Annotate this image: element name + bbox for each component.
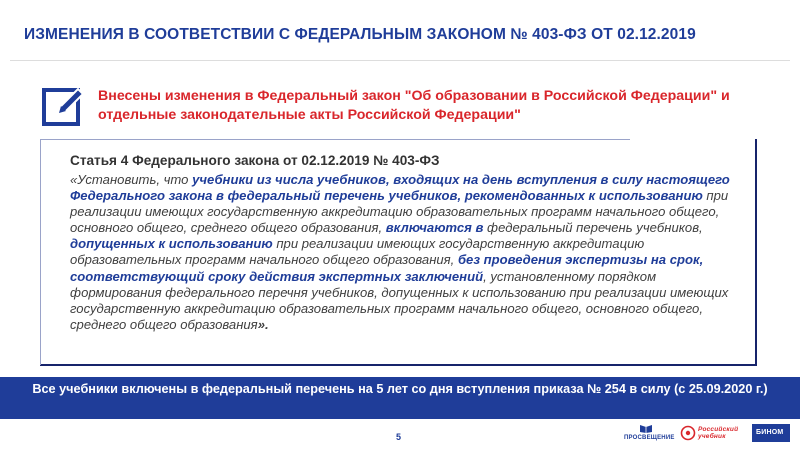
quote-frame-top (40, 139, 630, 140)
binom-logo (752, 423, 790, 445)
info-banner (0, 377, 800, 419)
prosveshchenie-logo (624, 423, 675, 445)
article-title: Статья 4 Федерального закона от 02.12.2019 № 403-ФЗ (70, 153, 440, 168)
quote-text: «Установить, что (70, 172, 193, 187)
page-title: ИЗМЕНЕНИЯ В СООТВЕТСТВИИ С ФЕДЕРАЛЬНЫМ ЗАКОНОМ № 403-ФЗ ОТ 02.12.2019 (24, 26, 696, 43)
edit-icon (42, 84, 86, 128)
quote-text: федеральный перечень учебников, (483, 220, 703, 236)
logo-text: БИНОМ (756, 429, 784, 436)
intro-text: Внесены изменения в Федеральный закон "Об образовании в Российской Федерации" и отдельные законодательные акты Российской Федерации" (98, 88, 730, 123)
flower-icon (680, 425, 696, 441)
page-number: 5 (396, 432, 402, 442)
quote-emphasis: допущенных к использованию (70, 236, 273, 252)
quote-closing: ». (257, 316, 269, 332)
logo-text: Российский учебник (698, 426, 739, 440)
quote-text: при реализации имеющих государственную аккредитацию образовательных программ начального общего образования, (70, 236, 645, 268)
quote-frame-left (40, 139, 41, 365)
banner-text: Все учебники включены в федеральный перечень на 5 лет со дня вступления приказа № 254 в силу (с 25.09.2020 г.) (32, 382, 768, 396)
article-quote (70, 172, 740, 333)
book-icon (639, 423, 653, 433)
header-divider (10, 60, 790, 61)
quote-emphasis: учебники из числа учебников, входящих на день вступления в силу настоящего Федерального закона в федеральный перечень учебников, рекомендованных к использованию (70, 172, 730, 204)
logo-text: ПРОСВЕЩЕНИЕ (624, 435, 675, 441)
quote-text: при реализации имеющих государственную аккредитацию образовательных программ начального общего, основного общего, среднего общего образования, (70, 188, 729, 236)
quote-emphasis: без проведения экспертизы на срок, соответствующий сроку действия экспертных заключений (70, 252, 704, 284)
quote-emphasis: включаются в (385, 220, 484, 236)
quote-text: , установленному порядком формирования федерального перечня учебников, допущенных к использованию при реализации имеющих государственную аккредитацию образовательных программ начального общего, основного общего, среднего общего образования (70, 268, 729, 332)
rossiyskiy-uchebnik-logo (680, 423, 744, 445)
